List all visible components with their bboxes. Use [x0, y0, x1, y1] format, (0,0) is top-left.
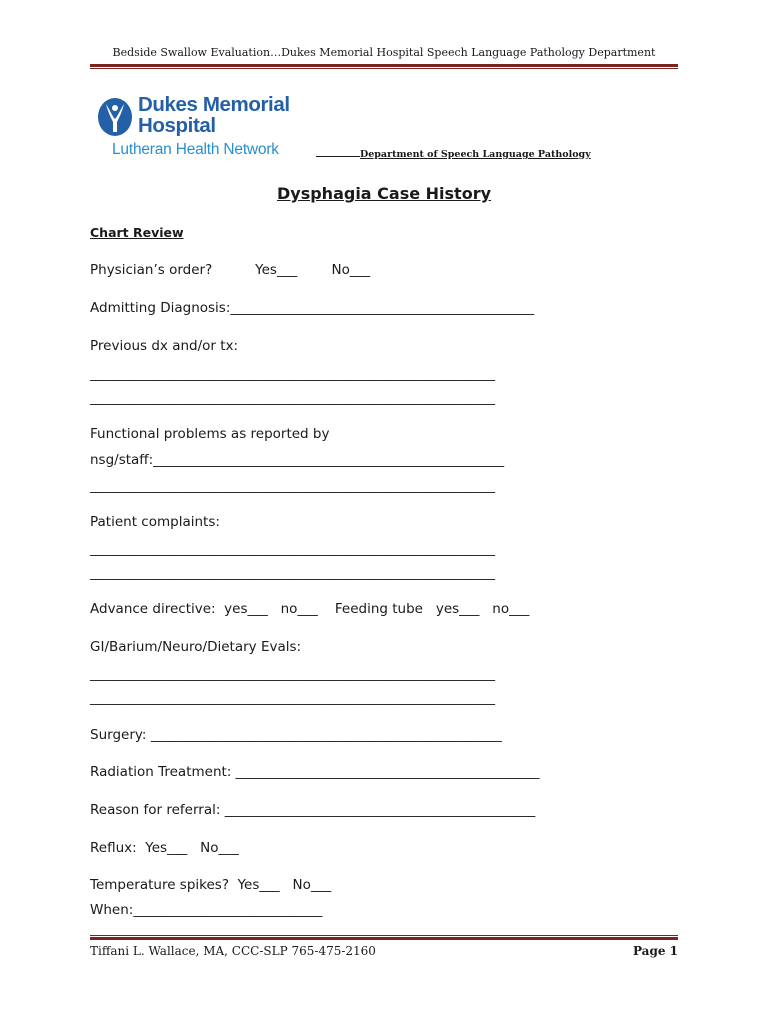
patient-complaints-blank-2[interactable]: ____________________________________________________________	[90, 565, 495, 581]
logo-name-line2: Hospital	[138, 114, 216, 137]
logo-network: Lutheran Health Network	[112, 141, 279, 158]
logo-emblem-icon	[96, 96, 134, 138]
logo-name	[138, 94, 290, 136]
running-header: Bedside Swallow Evaluation…Dukes Memorial Hospital Speech Language Pathology Department	[112, 46, 656, 59]
evals-blank-2[interactable]: ____________________________________________________________	[90, 690, 495, 706]
department-name: Department of Speech Language Pathology	[360, 149, 591, 160]
hospital-logo	[96, 94, 336, 166]
physician-order-field[interactable]: Physician’s order? Yes___ No___	[90, 262, 371, 278]
previous-dx-label: Previous dx and/or tx:	[90, 338, 239, 354]
form-title: Dysphagia Case History	[276, 184, 492, 203]
header-rule	[90, 64, 678, 69]
logo-name-line1: Dukes Memorial	[138, 93, 290, 116]
functional-problems-label: Functional problems as reported by	[90, 426, 330, 442]
functional-problems-field[interactable]: nsg/staff:____________________________________________________	[90, 452, 505, 468]
admitting-diagnosis-field[interactable]: Admitting Diagnosis:_____________________________________________	[90, 300, 535, 316]
advance-directive-feeding-tube-field[interactable]: Advance directive: yes___ no___ Feeding tube yes___ no___	[90, 601, 530, 617]
reason-for-referral-field[interactable]: Reason for referral: ______________________________________________	[90, 802, 536, 818]
functional-problems-blank[interactable]: ____________________________________________________________	[90, 478, 495, 494]
radiation-treatment-field[interactable]: Radiation Treatment: _____________________________________________	[90, 764, 540, 780]
when-field[interactable]: When:____________________________	[90, 902, 323, 918]
department-line	[316, 149, 591, 160]
evals-blank-1[interactable]: ____________________________________________________________	[90, 666, 495, 682]
evals-label: GI/Barium/Neuro/Dietary Evals:	[90, 639, 302, 655]
previous-dx-blank-2[interactable]: ____________________________________________________________	[90, 390, 495, 406]
patient-complaints-blank-1[interactable]: ____________________________________________________________	[90, 541, 495, 557]
temperature-spikes-field[interactable]: Temperature spikes? Yes___ No___	[90, 877, 332, 893]
footer-rule	[90, 935, 678, 940]
footer-page-number: Page 1	[632, 944, 678, 958]
reflux-field[interactable]: Reflux: Yes___ No___	[90, 840, 239, 856]
department-blank	[316, 156, 360, 157]
footer-author: Tiffani L. Wallace, MA, CCC-SLP 765-475-2160	[90, 944, 376, 958]
surgery-field[interactable]: Surgery: ____________________________________________________	[90, 727, 502, 743]
previous-dx-blank-1[interactable]: ____________________________________________________________	[90, 366, 495, 382]
patient-complaints-label: Patient complaints:	[90, 514, 220, 530]
section-heading-chart-review: Chart Review	[90, 225, 184, 240]
